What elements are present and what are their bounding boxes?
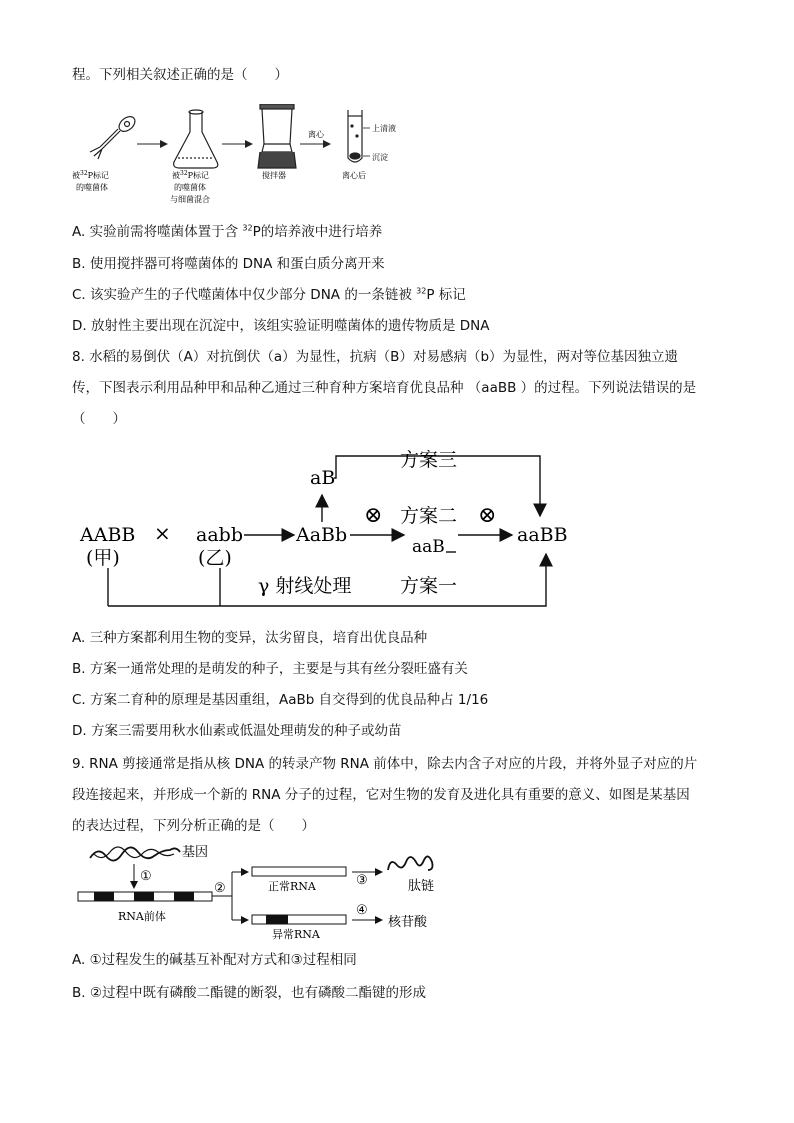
plan-three-label: 方案三 [400,449,458,471]
label-phage-line1: 被$^{32}$P标记 [72,170,110,180]
test-tube-icon [348,110,362,162]
q7-stem-tail: 程。下列相关叙述正确的是（ ） [72,67,288,83]
q9-stem-line3: 的表达过程，下列分析正确的是（ ） [72,818,315,834]
abnormal-rna-label: 异常RNA [272,928,320,941]
flask-icon [174,110,218,168]
f1-aabb: AaBb [296,524,348,546]
parent-jia-label: (甲) [86,547,120,569]
selfing-icon-1: ⊗ [364,503,383,528]
q8-option-d: D. 方案三需要用秋水仙素或低温处理萌发的种子或幼苗 [72,723,402,739]
target-aabb: aaBB [517,524,568,546]
label-mix-line2: 的噬菌体 [174,183,206,192]
q9-stem-line1: 9. RNA 剪接通常是指从核 DNA 的转录产物 RNA 前体中，除去内含子对应的片段，并将外显子对应的片 [72,756,698,772]
peptide-chain-icon [388,856,433,870]
step-4-label: ④ [356,903,368,918]
q8-option-a: A. 三种方案都利用生物的变异，汰劣留良，培育出优良品种 [72,630,428,646]
plan-two-label: 方案二 [400,505,458,527]
parent-yi-label: (乙) [198,547,232,569]
rna-precursor-bar [78,892,212,901]
q8-option-b: B. 方案一通常处理的是萌发的种子，主要是与其有丝分裂旺盛有关 [72,661,468,677]
nucleotide-label: 核苷酸 [388,915,428,930]
step-2-label: ② [214,881,226,896]
q7-option-b: B. 使用搅拌器可将噬菌体的 DNA 和蛋白质分离开来 [72,256,385,272]
centrifuge-label: 离心 [308,130,324,139]
cross-symbol: × [154,521,171,545]
abnormal-rna-bar [252,915,346,924]
label-mix-line3: 与细菌混合 [170,195,210,204]
f2-aab: aaB [412,537,445,557]
blender-icon [258,104,296,168]
q9-option-b: B. ②过程中既有磷酸二酯键的断裂，也有磷酸二酯键的形成 [72,985,426,1001]
selfing-icon-2: ⊗ [478,503,497,528]
precipitate-label: 沉淀 [372,153,388,162]
gene-label: 基因 [182,845,209,860]
normal-rna-label: 正常RNA [268,880,316,893]
label-phage-line2: 的噬菌体 [76,183,108,192]
rna-splicing-diagram [72,840,472,948]
normal-rna-bar [252,867,346,876]
q9-stem-line2: 段连接起来，并形成一个新的 RNA 分子的过程，它对生物的发育及进化具有重要的意义、如图是某基因 [72,787,690,803]
plan-one-label: 方案一 [400,575,458,597]
label-mix-line1: 被$^{32}$P标记 [172,170,210,180]
gamma-ray-label: γ 射线处理 [258,575,352,597]
gamete-ab: aB [310,467,336,489]
q7-option-c: C. 该实验产生的子代噬菌体中仅少部分 DNA 的一条链被 $^{32}$P 标记 [72,286,466,303]
peptide-label: 肽链 [408,879,435,894]
phage-experiment-figure [72,104,432,212]
rna-precursor-label: RNA前体 [118,910,166,923]
q9-option-a: A. ①过程发生的碱基互补配对方式和③过程相同 [72,952,357,968]
breeding-diagram [72,440,572,612]
q8-option-c: C. 方案二育种的原理是基因重组，AaBb 自交得到的优良品种占 1/16 [72,692,489,708]
q8-stem-line3: （ ） [72,411,126,427]
q7-option-d: D. 放射性主要出现在沉淀中，该组实验证明噬菌体的遗传物质是 DNA [72,318,490,334]
parent-aabb-yi: aabb [196,524,243,546]
gene-dna-icon [90,847,180,860]
phage-icon [90,114,138,159]
supernatant-label: 上清液 [372,124,396,133]
q8-stem-line2: 传，下图表示利用品种甲和品种乙通过三种育种方案培育优良品种 （aaBB ）的过程。下列说法错误的是 [72,380,697,396]
q7-option-a: A. 实验前需将噬菌体置于含 $^{32}$P的培养液中进行培养 [72,223,383,240]
label-blender: 搅拌器 [262,171,286,180]
step-3-label: ③ [356,873,368,888]
step-1-label: ① [140,869,152,884]
label-centrifuged: 离心后 [342,171,366,180]
parent-aabb-jia: AABB [80,524,136,546]
q8-stem-line1: 8. 水稻的易倒伏（A）对抗倒伏（a）为显性，抗病（B）对易感病（b）为显性，两对等位基因独立遗 [72,349,679,365]
